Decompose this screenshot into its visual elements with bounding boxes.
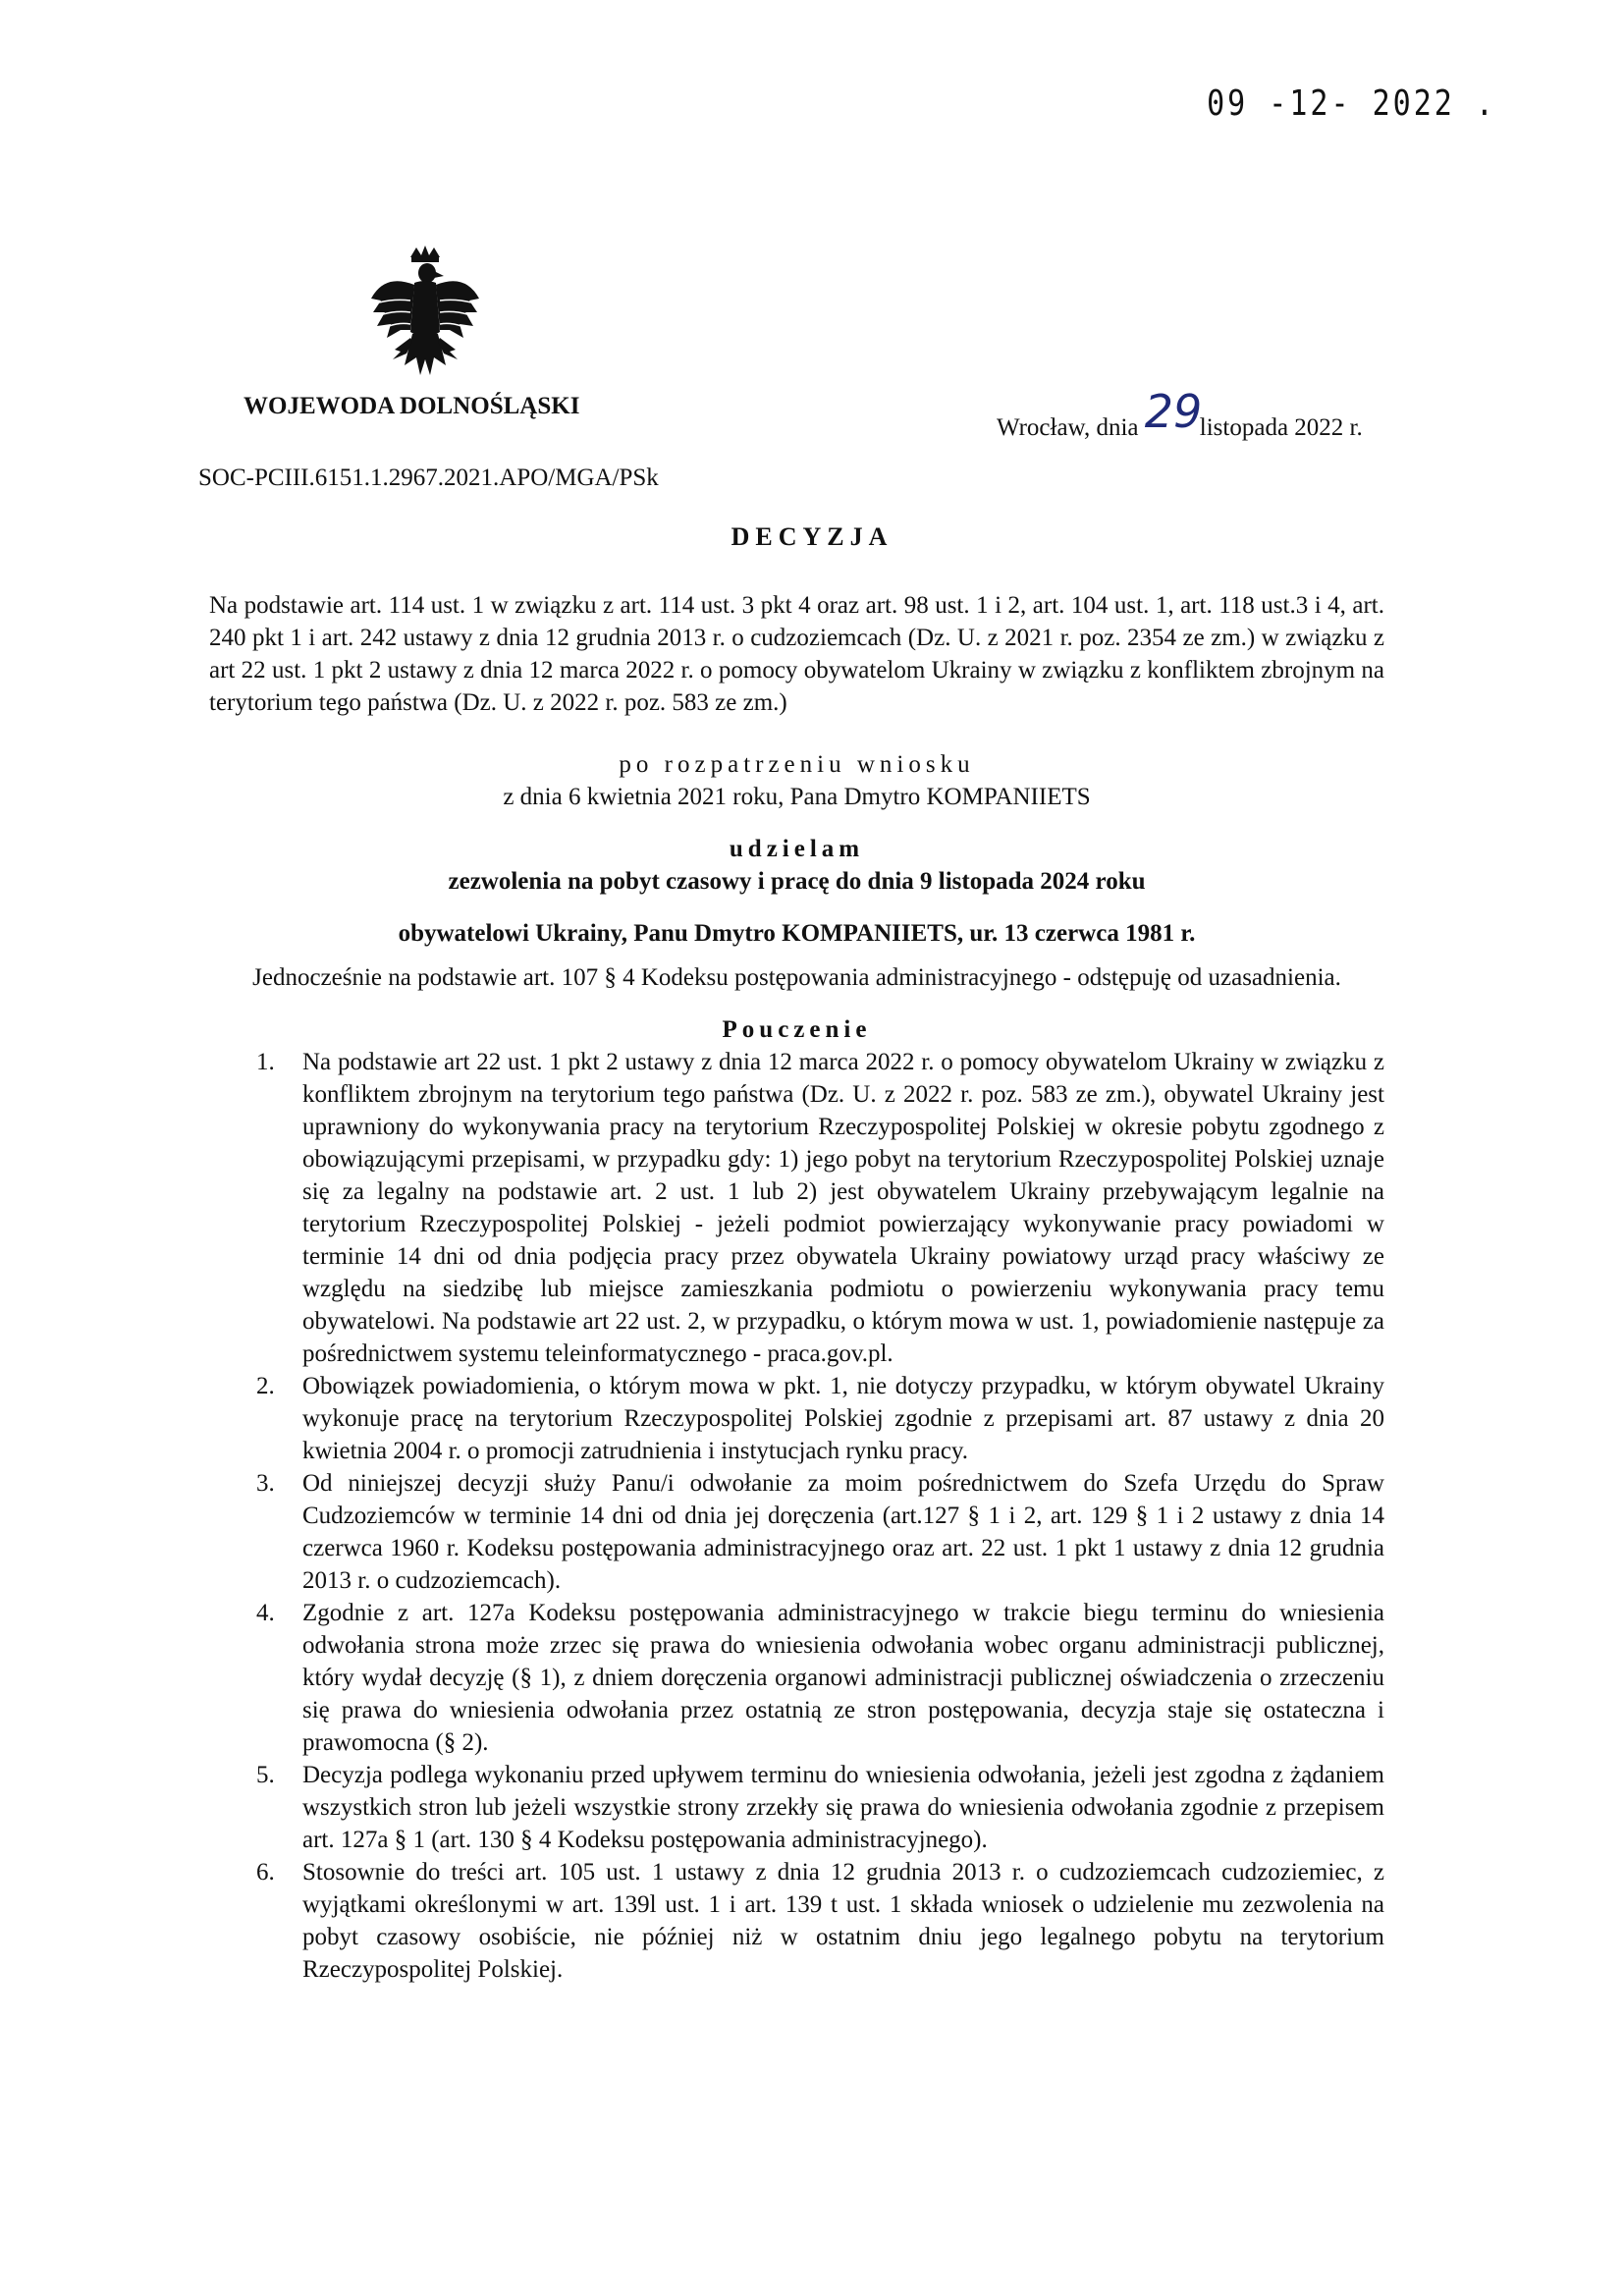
review-detail: z dnia 6 kwietnia 2021 roku, Pana Dmytro KOMPANIIETS <box>503 784 1091 810</box>
grant-heading: udzielam <box>729 836 865 862</box>
justification-note: Jednocześnie na podstawie art. 107 § 4 Kodeksu postępowania administracyjnego - odstępuję od uzasadnienia. <box>252 964 1341 991</box>
list-item-number: 6. <box>256 1859 275 1886</box>
list-item <box>209 1759 1384 1856</box>
list-item <box>209 1046 1384 1370</box>
received-date-stamp: 09 -12- 2022 . <box>1207 82 1496 125</box>
list-item-text: Zgodnie z art. 127a Kodeksu postępowania administracyjnego w trakcie biegu terminu do wniesienia odwołania strona może zrzec się prawa do wniesienia odwołania wobec organu administracji publicznej, który wydał decyzję (§ 1), z dniem doręczenia organowi administracji publicznej oświadczenia o zrzeczeniu się prawa do wniesienia odwołania przez ostatnią ze stron postępowania, decyzja staje się ostateczna i prawomocna (§ 2). <box>302 1600 1384 1756</box>
list-item-text: Obowiązek powiadomienia, o którym mowa w pkt. 1, nie dotyczy przypadku, w którym obywatel Ukrainy wykonuje pracę na terytorium Rzeczypospolitej Polskiej zgodnie z przepisami art. 87 ustawy z dnia 20 kwietnia 2004 r. o promocji zatrudnienia i instytucjach rynku pracy. <box>302 1373 1384 1464</box>
place-and-date <box>997 385 1363 446</box>
list-item <box>209 1856 1384 1986</box>
list-item-number: 4. <box>256 1600 275 1626</box>
case-number: SOC-PCIII.6151.1.2967.2021.APO/MGA/PSk <box>198 465 659 491</box>
legal-basis: Na podstawie art. 114 ust. 1 w związku z art. 114 ust. 3 pkt 4 oraz art. 98 ust. 1 i 2, art. 104 ust. 1, art. 118 ust.3 i 4, art. 240 pkt 1 i art. 242 ustawy z dnia 12 grudnia 2013 r. o cudzoziemcach (Dz. U. z 2021 r. poz. 2354 ze zm.) w związku z art 22 ust. 1 pkt 2 ustawy z dnia 12 marca 2022 r. o pomocy obywatelom Ukrainy w związku z konfliktem zbrojnym na terytorium tego państwa (Dz. U. z 2022 r. poz. 583 ze zm.) <box>209 592 1384 716</box>
list-item <box>209 1467 1384 1597</box>
date-prefix: Wrocław, dnia <box>997 414 1139 441</box>
document-title: DECYZJA <box>731 522 893 551</box>
list-item-text: Na podstawie art 22 ust. 1 pkt 2 ustawy z dnia 12 marca 2022 r. o pomocy obywatelom Ukrainy w związku z konfliktem zbrojnym na terytorium tego państwa (Dz. U. z 2022 r. poz. 583 ze zm.), obywatel Ukrainy jest uprawniony do wykonywania pracy na terytorium Rzeczypospolitej Polskiej w okresie pobytu zgodnego z obowiązującymi przepisami, w przypadku gdy: 1) jego pobyt na terytorium Rzeczypospolitej Polskiej uznaje się za legalny na podstawie art. 2 ust. 1 lub 2) jest obywatelem Ukrainy przebywającym legalnie na terytorium Rzeczypospolitej Polskiej - jeżeli podmiot powierzający wykonywanie pracy powiadomi w terminie 14 dni od dnia podjęcia pracy przez obywatela Ukrainy powiatowy urząd pracy właściwy ze względu na siedzibę lub miejsce zamieszkania podmiotu o powierzeniu wykonywania pracy temu obywatelowi. Na podstawie art 22 ust. 2, w przypadku, o którym mowa w ust. 1, powiadomienie następuje za pośrednictwem systemu teleinformatycznego - praca.gov.pl. <box>302 1049 1384 1367</box>
list-item-text: Decyzja podlega wykonaniu przed upływem terminu do wniesienia odwołania, jeżeli jest zgodna z żądaniem wszystkich stron lub jeżeli wszystkie strony zrzekły się prawa do wniesienia odwołania zgodnie z przepisem art. 127a § 1 (art. 130 § 4 Kodeksu postępowania administracyjnego). <box>302 1762 1384 1853</box>
decision-body <box>209 589 1384 1986</box>
list-item-number: 5. <box>256 1762 275 1788</box>
instructions-heading: Pouczenie <box>722 1016 872 1043</box>
grant-detail: zezwolenia na pobyt czasowy i pracę do dnia 9 listopada 2024 roku <box>448 868 1146 895</box>
list-item-number: 1. <box>256 1049 275 1075</box>
list-item-text: Od niniejszej decyzji służy Panu/i odwołanie za moim pośrednictwem do Szefa Urzędu do Spraw Cudzoziemców w terminie 14 dni od dnia jej doręczenia (art.127 § 1 i 2, art. 129 § 1 i 2 ustawy z dnia 14 czerwca 1960 r. Kodeksu postępowania administracyjnego oraz art. 22 ust. 1 pkt 1 ustawy z dnia 12 grudnia 2013 r. o cudzoziemcach). <box>302 1470 1384 1594</box>
list-item-number: 2. <box>256 1373 275 1399</box>
list-item <box>209 1370 1384 1467</box>
recipient: obywatelowi Ukrainy, Panu Dmytro KOMPANIIETS, ur. 13 czerwca 1981 r. <box>398 920 1196 947</box>
date-suffix: listopada 2022 r. <box>1199 414 1363 441</box>
instructions-list <box>209 1046 1384 1986</box>
issuing-authority: WOJEWODA DOLNOŚLĄSKI <box>244 393 580 419</box>
review-heading: po rozpatrzeniu wniosku <box>619 751 975 778</box>
list-item-number: 3. <box>256 1470 275 1497</box>
handwritten-day: 29 <box>1144 385 1203 438</box>
list-item-text: Stosownie do treści art. 105 ust. 1 ustawy z dnia 12 grudnia 2013 r. o cudzoziemcach cudzoziemiec, z wyjątkami określonymi w art. 139l ust. 1 i art. 139 t ust. 1 składa wniosek o udzielenie mu zezwolenia na pobyt czasowy osobiście, nie później niż w ostatnim dniu jego legalnego pobytu na terytorium Rzeczypospolitej Polskiej. <box>302 1859 1384 1983</box>
polish-eagle-emblem-icon <box>365 244 485 391</box>
list-item <box>209 1597 1384 1759</box>
